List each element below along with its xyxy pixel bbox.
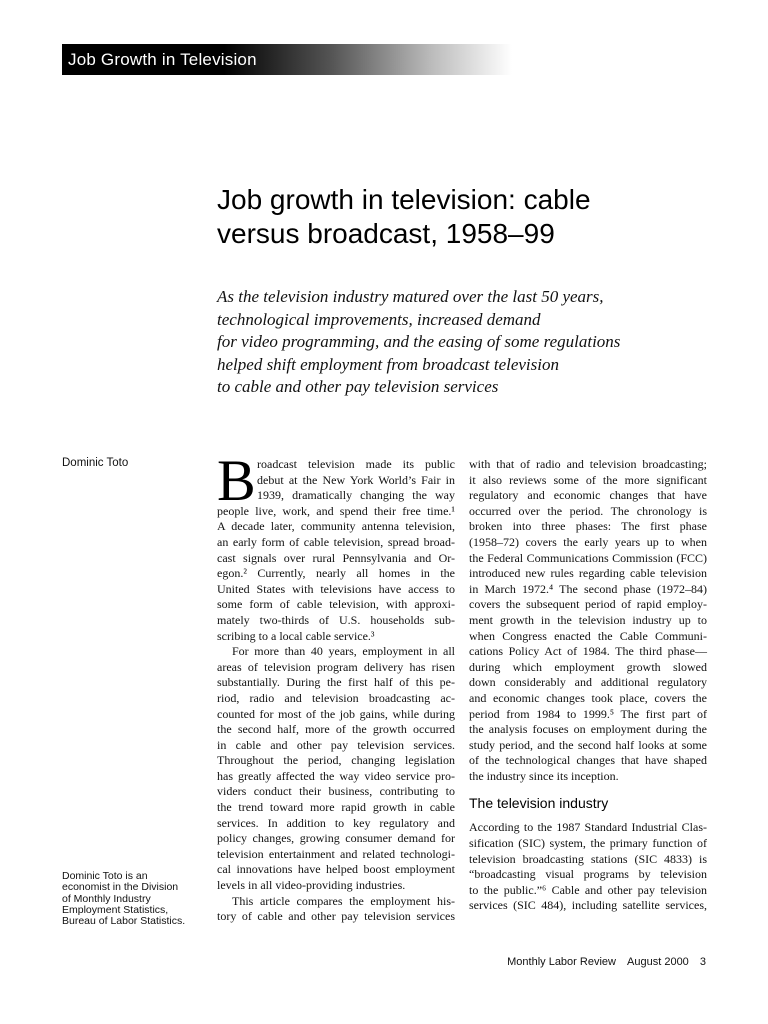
body-line: and economic changes took place, covers the: [469, 690, 707, 705]
body-line: television broadcasting stations (SIC 4833) is: [469, 851, 707, 866]
body-line: United States with televisions have access to: [217, 581, 455, 596]
body-column-1: [217, 448, 455, 925]
body-line: of the technological changes that have shaped: [469, 753, 707, 768]
article-title-line: versus broadcast, 1958–99: [217, 218, 555, 249]
body-line: tory of cable and other pay television services: [217, 909, 455, 924]
body-line: scribing to a local cable service.³: [217, 628, 375, 643]
body-line: services. In addition to key regulatory and: [217, 815, 455, 830]
body-line: (1958–72) covers the early years up to when: [469, 534, 707, 549]
body-line: down considerably and additional regulatory: [469, 675, 707, 690]
body-line: has greatly affected the way video service pro-: [217, 768, 455, 783]
body-line: when Congress enacted the Cable Communi-: [469, 628, 707, 643]
body-line: For more than 40 years, employment in all: [232, 644, 455, 659]
body-line: 1939, dramatically changing the way: [257, 488, 455, 503]
body-line: an early form of cable television, spread broad-: [217, 534, 455, 549]
page-number: 3: [699, 956, 706, 968]
body-line: people live, work, and spend their free time.¹: [217, 503, 455, 518]
body-line: viders conduct their business, contributing to: [217, 784, 455, 799]
body-line: cal innovations have helped boost employment: [217, 862, 455, 877]
article-deck: [217, 286, 697, 399]
body-line: some form of cable television, with approxi-: [217, 597, 455, 612]
author-note: [62, 871, 202, 927]
body-line: regulatory and economic changes that have: [469, 488, 707, 503]
body-line: the Federal Communications Commission (FCC): [469, 550, 707, 565]
body-line: broken into three phases: The first phase: [469, 519, 707, 534]
footer-journal: Monthly Labor Review: [507, 956, 616, 968]
body-line: it also reviews some of the more significant: [469, 472, 707, 487]
body-line: study period, and the second half looks at some: [469, 737, 707, 752]
body-line: television entertainment and related technologi-: [217, 846, 455, 861]
body-line: occurred over the period. The chronology is: [469, 503, 707, 518]
body-line: mately two-thirds of U.S. households sub-: [217, 612, 455, 627]
body-line: period from 1984 to 1999.⁵ The first part of: [469, 706, 707, 721]
deck-line: for video programming, and the easing of some regulations: [217, 332, 621, 352]
body-line: during which employment growth slowed: [469, 659, 707, 674]
body-line: in March 1972.⁴ The second phase (1972–84): [469, 581, 707, 596]
body-line: “broadcasting visual programs by television: [469, 867, 707, 882]
deck-line: As the television industry matured over the last 50 years,: [217, 287, 604, 306]
body-line: with that of radio and television broadcasting;: [469, 457, 707, 471]
author-note-line: of Monthly Industry: [62, 892, 151, 905]
body-line: the second half, more of the growth occurred: [217, 722, 455, 737]
body-line: levels in all video-providing industries.: [217, 878, 406, 893]
body-line: This article compares the employment his-: [232, 893, 455, 908]
running-header-title: Job Growth in Television: [68, 50, 257, 69]
page-footer: [499, 956, 706, 968]
deck-line: to cable and other pay television services: [217, 377, 499, 397]
body-line: roadcast television made its public: [257, 457, 455, 471]
body-line: According to the 1987 Standard Industrial Clas-: [469, 820, 707, 835]
author-byline: Dominic Toto: [62, 457, 129, 469]
body-line: Throughout the period, changing legislation: [217, 753, 455, 768]
body-line: counted for most of the job gains, while during: [217, 706, 455, 721]
body-line: covers the subsequent period of rapid employ-: [469, 597, 707, 612]
body-line: cast signals over rural Pennsylvania and Or-: [217, 550, 455, 565]
body-line: policy changes, growing consumer demand for: [217, 831, 455, 846]
body-line: introduced new rules regarding cable television: [469, 566, 707, 581]
body-line: the trend toward more rapid growth in cable: [217, 800, 455, 815]
body-line: cations Policy Act of 1984. The third phase—: [469, 644, 707, 659]
body-line: services (SIC 484), including satellite services,: [469, 898, 707, 913]
body-line: areas of television program delivery has risen: [217, 659, 455, 674]
body-line: A decade later, community antenna television,: [217, 519, 455, 534]
body-line: in cable and other pay television services.: [217, 737, 455, 752]
body-line: the analysis focuses on employment during the: [469, 722, 707, 737]
body-line: ment growth in the television industry up to: [469, 612, 707, 627]
body-column-2: [469, 457, 707, 914]
author-note-line: economist in the Division: [62, 881, 179, 894]
author-note-line: Bureau of Labor Statistics.: [62, 915, 186, 928]
body-line: to the public.”⁶ Cable and other pay television: [469, 882, 707, 897]
drop-cap: B: [217, 448, 256, 513]
section-heading: The television industry: [469, 795, 609, 812]
deck-line: helped shift employment from broadcast television: [217, 354, 559, 374]
footer-issue: August 2000: [627, 956, 689, 968]
deck-line: technological improvements, increased demand: [217, 309, 541, 329]
body-line: sification (SIC) system, the primary function of: [469, 836, 707, 851]
article-title: [217, 183, 697, 251]
body-line: debut at the New York World’s Fair in: [257, 472, 455, 487]
article-title-line: Job growth in television: cable: [217, 184, 591, 215]
body-line: egon.² Currently, nearly all homes in the: [217, 566, 455, 581]
body-line: riod, radio and television broadcasting ac-: [217, 690, 455, 705]
body-line: substantially. During the first half of this pe-: [217, 675, 455, 690]
author-note-line: Employment Statistics,: [62, 903, 169, 916]
author-note-line: Dominic Toto is an: [62, 870, 148, 882]
running-header-banner: [62, 44, 512, 75]
body-line: the industry since its inception.: [469, 768, 619, 783]
